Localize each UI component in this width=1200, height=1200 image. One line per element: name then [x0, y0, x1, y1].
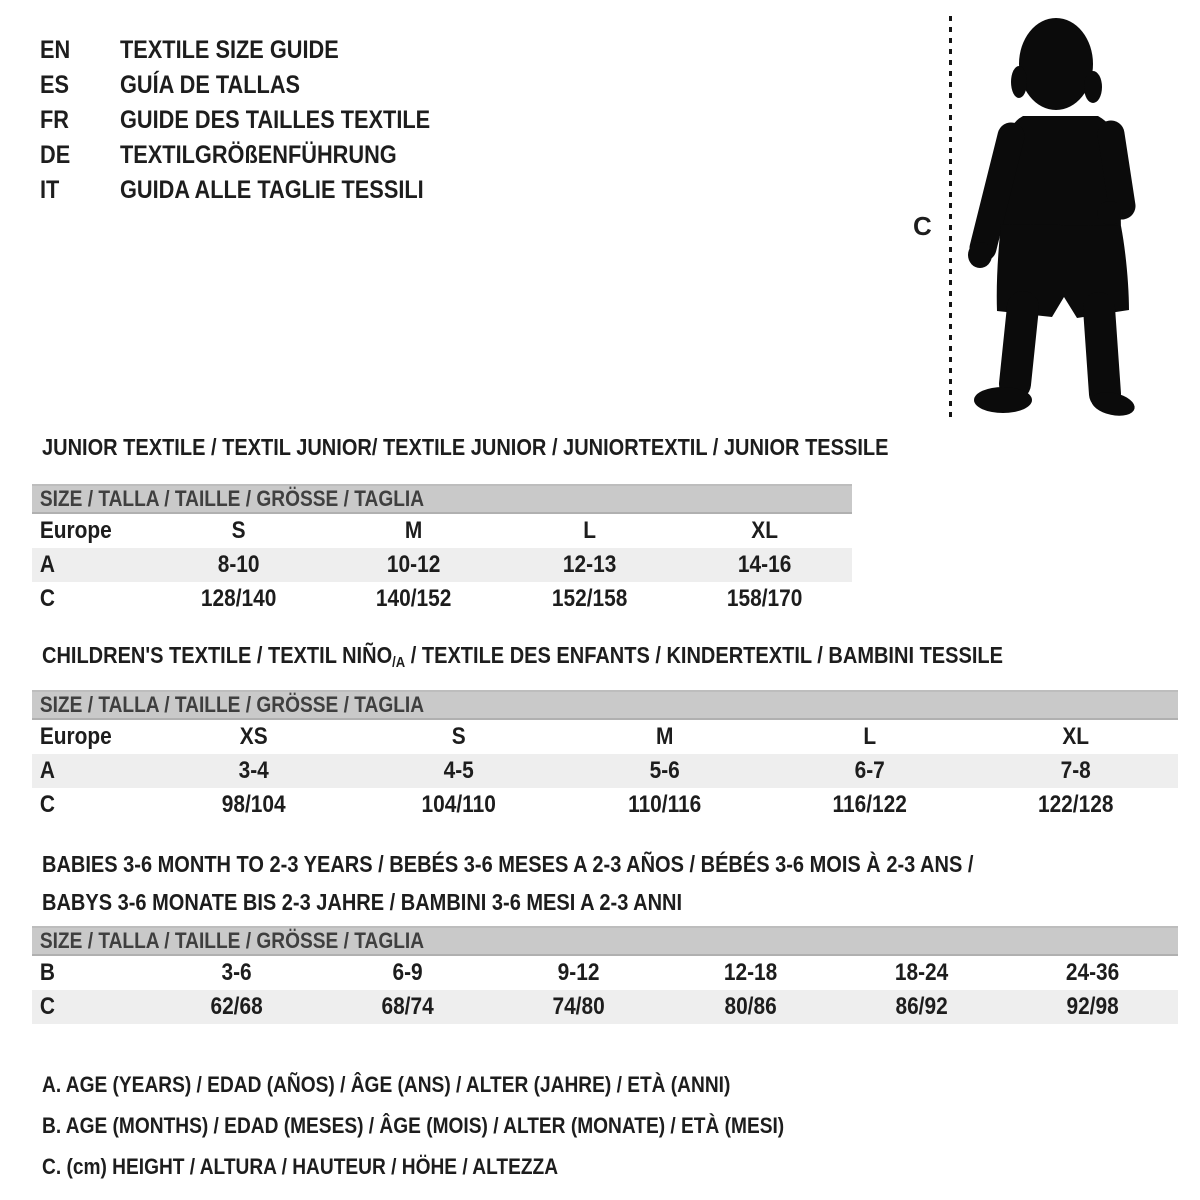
table-row-height [32, 582, 852, 616]
size-cell: 140/152 [376, 585, 452, 612]
size-cell: 6-9 [392, 959, 423, 986]
size-cell: 10-12 [387, 551, 441, 578]
row-label-cell: C [39, 993, 55, 1020]
size-cell: 12-18 [723, 959, 777, 986]
size-header-bar [32, 484, 852, 514]
row-label-cell: C [39, 585, 55, 612]
row-label-cell: Europe [39, 517, 112, 544]
size-cell: 3-4 [238, 757, 269, 784]
children-size-table [32, 690, 1178, 822]
babies-section-title-line2: BABYS 3-6 MONATE BIS 2-3 JAHRE / BAMBINI 3-6 MESI A 2-3 ANNI [42, 889, 683, 915]
size-cell: 6-7 [854, 757, 886, 784]
size-cell: L [582, 517, 596, 544]
language-title: GUIDE DES TAILLES TEXTILE [120, 106, 431, 134]
size-cell: 8-10 [217, 551, 260, 578]
babies-size-table [32, 926, 1178, 1024]
size-cell: 14-16 [737, 551, 792, 578]
size-cell: 68/74 [381, 993, 434, 1020]
junior-section-title: JUNIOR TEXTILE / TEXTIL JUNIOR/ TEXTILE JUNIOR / JUNIORTEXTIL / JUNIOR TESSILE [42, 434, 889, 460]
size-cell: 80/86 [723, 993, 777, 1020]
language-code: ES [40, 71, 70, 99]
size-cell: XS [239, 723, 268, 750]
language-row-en [40, 33, 477, 68]
row-label-cell: Europe [39, 723, 112, 750]
legend-line-b: B. AGE (MONTHS) / EDAD (MESES) / ÂGE (MOIS) / ALTER (MONATE) / ETÀ (MESI) [42, 1113, 785, 1138]
size-header-label: SIZE / TALLA / TAILLE / GRÖSSE / TAGLIA [39, 692, 425, 717]
size-cell: 86/92 [895, 993, 948, 1020]
language-row-fr [40, 103, 477, 138]
size-cell: 128/140 [200, 585, 277, 612]
size-cell: XL [1061, 723, 1089, 750]
language-title: GUÍA DE TALLAS [120, 71, 301, 99]
table-row-europe [32, 720, 1178, 754]
size-cell: 24-36 [1065, 959, 1120, 986]
row-label-cell: B [39, 959, 55, 986]
language-row-it [40, 173, 477, 208]
size-cell: 74/80 [552, 993, 606, 1020]
language-title: TEXTILGRÖßENFÜHRUNG [120, 141, 397, 169]
size-cell: 4-5 [444, 757, 475, 784]
language-row-es [40, 68, 477, 103]
size-cell: 62/68 [210, 993, 263, 1020]
language-code: EN [40, 36, 71, 64]
table-row-months [32, 956, 1178, 990]
row-label-cell: A [39, 551, 55, 578]
language-code: IT [40, 176, 60, 204]
size-cell: 158/170 [726, 585, 803, 612]
language-code: DE [40, 141, 71, 169]
size-cell: 92/98 [1066, 993, 1119, 1020]
size-cell: 110/116 [627, 791, 702, 818]
row-label-cell: C [39, 791, 55, 818]
table-row-europe [32, 514, 852, 548]
size-cell: M [655, 723, 674, 750]
size-cell: 18-24 [894, 959, 948, 986]
children-title-post: / TEXTILE DES ENFANTS / KINDERTEXTIL / BAMBINI TESSILE [405, 642, 1003, 668]
legend-block [42, 1064, 895, 1187]
size-cell: 5-6 [649, 757, 680, 784]
size-header-bar [32, 690, 1178, 720]
size-cell: 12-13 [562, 551, 616, 578]
table-row-height [32, 788, 1178, 822]
size-header-label: SIZE / TALLA / TAILLE / GRÖSSE / TAGLIA [39, 486, 425, 511]
language-title: TEXTILE SIZE GUIDE [120, 36, 339, 64]
language-code: FR [40, 106, 69, 134]
size-cell: 116/122 [832, 791, 908, 818]
children-title-sub: /A [392, 654, 406, 671]
size-cell: L [863, 723, 877, 750]
baby-silhouette-figure [963, 12, 1139, 420]
size-cell: S [231, 517, 246, 544]
language-row-de [40, 138, 477, 173]
size-cell: 98/104 [221, 791, 286, 818]
size-cell: S [452, 723, 467, 750]
height-label-c: C [913, 211, 932, 241]
size-cell: 122/128 [1037, 791, 1114, 818]
table-row-height [32, 990, 1178, 1024]
size-cell: 7-8 [1060, 757, 1091, 784]
size-cell: 3-6 [221, 959, 252, 986]
size-cell: 9-12 [558, 959, 600, 986]
language-list [40, 33, 477, 208]
size-cell: XL [751, 517, 778, 544]
legend-line-c: C. (cm) HEIGHT / ALTURA / HAUTEUR / HÖHE / ALTEZZA [42, 1154, 559, 1179]
height-measure-line [949, 16, 952, 418]
children-title-pre: CHILDREN'S TEXTILE / TEXTIL NIÑO [42, 642, 393, 668]
babies-section-title-line1: BABIES 3-6 MONTH TO 2-3 YEARS / BEBÉS 3-6 MESES A 2-3 AÑOS / BÉBÉS 3-6 MOIS À 2-3 ANS / [42, 851, 974, 877]
junior-size-table [32, 484, 852, 616]
size-header-label: SIZE / TALLA / TAILLE / GRÖSSE / TAGLIA [39, 928, 425, 953]
table-row-age [32, 548, 852, 582]
legend-line-a: A. AGE (YEARS) / EDAD (AÑOS) / ÂGE (ANS) / ALTER (JAHRE) / ETÀ (ANNI) [42, 1072, 731, 1097]
size-cell: 104/110 [421, 791, 497, 818]
size-cell: M [405, 517, 423, 544]
children-section-title [42, 642, 1147, 672]
row-label-cell: A [39, 757, 55, 784]
size-cell: 152/158 [551, 585, 627, 612]
size-header-bar [32, 926, 1178, 956]
table-row-age [32, 754, 1178, 788]
language-title: GUIDA ALLE TAGLIE TESSILI [120, 176, 424, 204]
